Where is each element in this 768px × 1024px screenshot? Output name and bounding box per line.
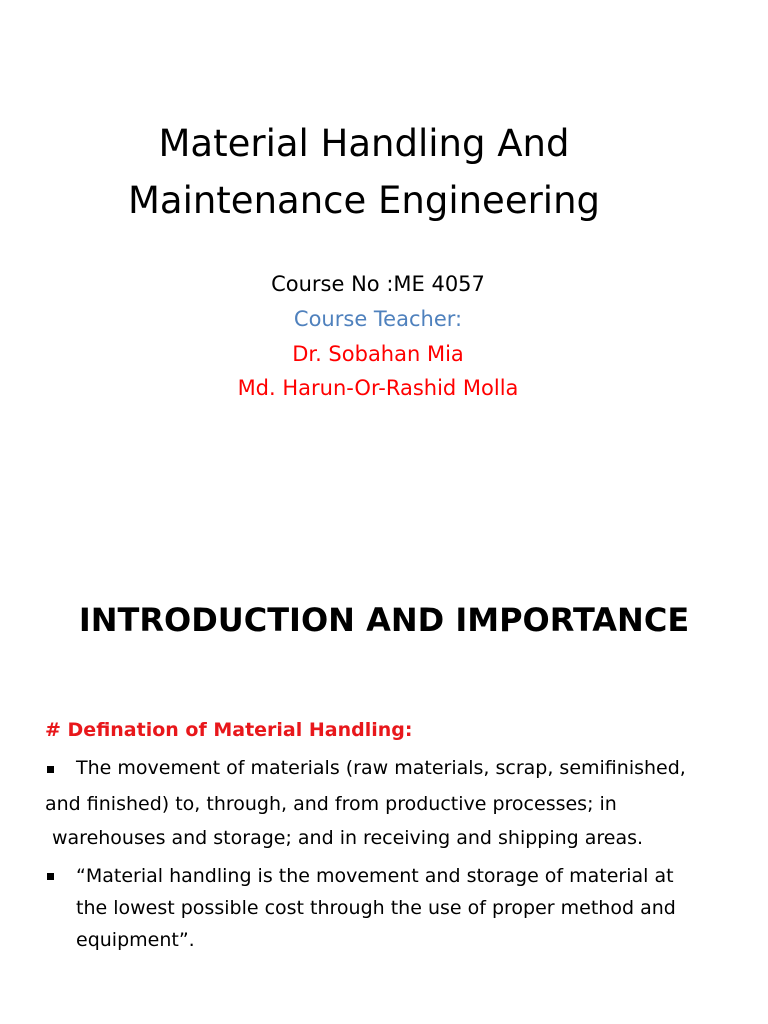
bullet1-line2: and finished) to, through, and from productive processes; in (45, 793, 617, 815)
bullet2-line1: “Material handling is the movement and storage of material at (76, 865, 674, 887)
section-title: INTRODUCTION AND IMPORTANCE (78, 601, 690, 639)
bullet2-line3: equipment”. (76, 929, 195, 951)
course-teacher-label: Course Teacher: (293, 307, 463, 331)
course-number: Course No :ME 4057 (271, 272, 485, 296)
square-bullet-icon (47, 873, 54, 880)
course-title-line2: Maintenance Engineering (127, 179, 601, 222)
bullet1-line1: The movement of materials (raw materials, scrap, semifinished, (76, 757, 686, 779)
bullet2-line2: the lowest possible cost through the use of proper method and (76, 897, 676, 919)
definition-heading: # Defination of Material Handling: (45, 719, 413, 741)
course-title-line1: Material Handling And (158, 122, 570, 165)
bullet1-line3: warehouses and storage; and in receiving and shipping areas. (52, 827, 644, 849)
teacher-name-1: Dr. Sobahan Mia (292, 342, 464, 366)
square-bullet-icon (47, 766, 54, 773)
teacher-name-2: Md. Harun-Or-Rashid Molla (237, 376, 519, 400)
